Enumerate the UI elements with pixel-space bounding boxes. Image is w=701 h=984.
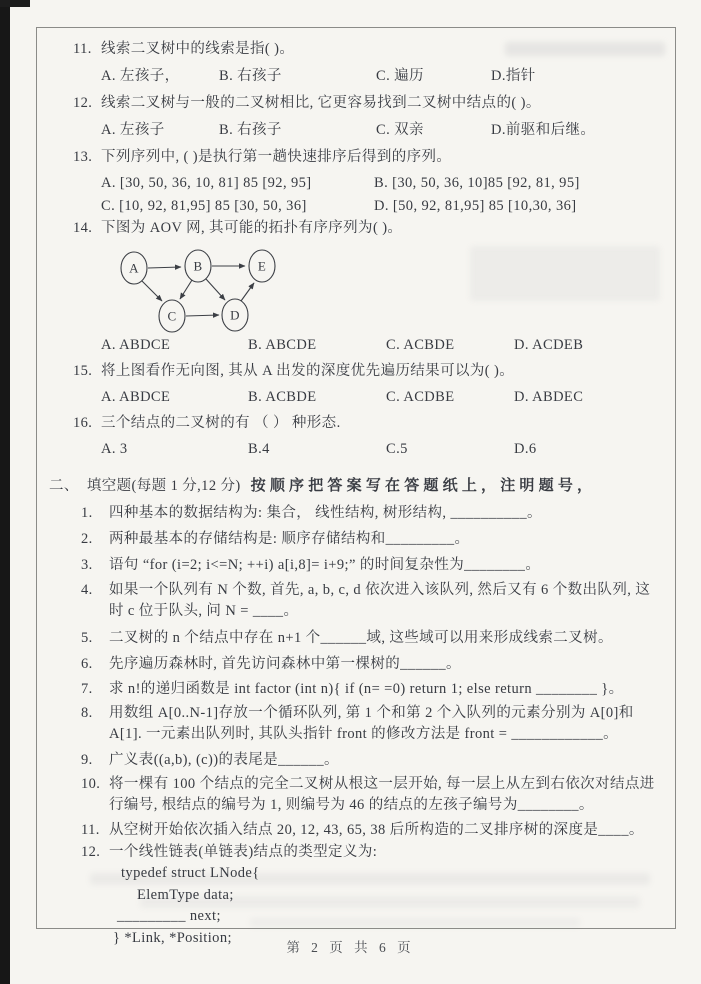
- option-d: D.6: [514, 441, 537, 457]
- page-footer: [0, 936, 701, 956]
- question-15-options: [101, 384, 675, 410]
- question-13-number: 13.: [73, 148, 93, 165]
- option-b: B. 右孩子: [219, 67, 282, 84]
- fill-item-6: [37, 651, 675, 677]
- item-text: 一个线性链表(单链表)结点的类型定义为:: [109, 844, 378, 860]
- edge-b-c: [180, 280, 192, 299]
- edge-a-b: [148, 267, 181, 268]
- option-a: A. ABDCE: [101, 337, 171, 353]
- fill-item-10: [37, 772, 675, 819]
- item-text: 四种基本的数据结构为: 集合， 线性结构, 树形结构, __________。: [109, 505, 542, 521]
- item-text: 如果一个队列有 N 个数, 首先, a, b, c, d 依次进入该队列, 然后又有 6 个数出队列, 这时 c 位于队头, 问 N = ____。: [109, 582, 651, 619]
- question-14: [37, 216, 675, 240]
- edge-b-d: [206, 279, 225, 300]
- question-16: [37, 410, 675, 436]
- option-c: C.5: [386, 441, 408, 457]
- section-instructions: 按顺序把答案写在答题纸上，注明题号，: [250, 478, 597, 494]
- item-text: 两种最基本的存储结构是: 顺序存储结构和_________。: [109, 531, 470, 547]
- node-d-label: D: [230, 307, 240, 323]
- fill-item-8: [37, 701, 675, 748]
- question-11-stem: 线索二叉树中的线索是指( )。: [101, 40, 295, 57]
- option-d: D. ABDEC: [514, 389, 584, 405]
- item-text: 先序遍历森林时, 首先访问森林中第一棵树的______。: [109, 656, 461, 672]
- option-b: B. ABCDE: [248, 337, 317, 353]
- item-text: 将一棵有 100 个结点的完全二叉树从根这一层开始, 每一层上从左到右依次对结点进行编号, 根结点的编号为 1, 则编号为 46 的结点的左孩子编号为________。: [109, 776, 655, 813]
- option-d: D. ACDEB: [514, 337, 584, 353]
- question-14-options: [101, 332, 675, 358]
- item-number: 4.: [81, 582, 93, 598]
- question-12-options: [101, 116, 675, 143]
- fill-item-4: [37, 578, 675, 625]
- question-14-number: 14.: [73, 220, 93, 236]
- scan-edge-shadow: [0, 0, 10, 984]
- item-number: 2.: [81, 531, 93, 547]
- item-text: 求 n!的递归函数是 int factor (int n){ if (n= =0) return 1; else return ________ }。: [109, 681, 624, 697]
- question-15: [37, 358, 675, 384]
- exam-content-frame: [36, 27, 676, 946]
- option-b: B.4: [248, 441, 270, 457]
- item-number: 9.: [81, 752, 93, 768]
- option-b: B. 右孩子: [219, 121, 282, 138]
- question-15-number: 15.: [73, 363, 93, 379]
- question-15-stem: 将上图看作无向图, 其从 A 出发的深度优先遍历结果可以为( )。: [101, 363, 515, 379]
- question-12-number: 12.: [73, 94, 93, 111]
- option-a: A. 左孩子，: [101, 67, 180, 84]
- node-b-label: B: [193, 258, 203, 274]
- option-b: B. [30, 50, 36, 10]85 [92, 81, 95]: [374, 175, 580, 191]
- item-number: 3.: [81, 557, 93, 573]
- option-c: C. ACDBE: [386, 389, 455, 405]
- fill-item-11: [37, 819, 675, 841]
- item-number: 8.: [81, 705, 93, 721]
- item-text: 语句 “for (i=2; i<=N; ++i) a[i,8]= i+9;” 的时间复杂性为________。: [109, 557, 541, 573]
- question-16-number: 16.: [73, 415, 93, 431]
- node-e-label: E: [257, 258, 267, 274]
- question-12-stem: 线索二叉树与一般的二叉树相比, 它更容易找到二叉树中结点的( )。: [101, 94, 541, 111]
- item-text: 用数组 A[0..N-1]存放一个循环队列, 第 1 个和第 2 个入队列的元素分别为 A[0]和 A[1]. 一元素出队列时, 其队头指针 front 的修改方法是 front = ____________。: [109, 705, 634, 742]
- question-13-options-row-1: [101, 170, 675, 193]
- aov-network-diagram: [91, 240, 291, 340]
- aov-diagram-container: [37, 240, 675, 332]
- question-14-stem: 下图为 AOV 网, 其可能的拓扑有序序列为( )。: [101, 220, 403, 236]
- question-12: [37, 89, 675, 116]
- option-a: A. 3: [101, 441, 128, 457]
- scan-edge-corner: [0, 0, 30, 7]
- edge-d-e: [241, 283, 254, 301]
- item-text: 从空树开始依次插入结点 20, 12, 43, 65, 38 后所构造的二叉排序树的深度是____。: [109, 822, 644, 838]
- page-number-label: 第 2 页 共 6 页: [286, 940, 415, 955]
- option-a: A. 左孩子: [101, 121, 165, 138]
- question-13-options-row-2: [101, 193, 675, 216]
- edge-c-d: [186, 315, 219, 316]
- fill-item-12: [37, 841, 675, 863]
- question-13-stem: 下列序列中, ( )是执行第一趟快速排序后得到的序列。: [101, 148, 452, 165]
- option-d: D.前驱和后继。: [491, 121, 596, 138]
- section-number: 二、: [49, 478, 79, 494]
- question-11: [37, 35, 675, 62]
- option-d: D. [50, 92, 81,95] 85 [10,30, 36]: [374, 198, 577, 214]
- question-16-stem: 三个结点的二叉树的有 （ ） 种形态.: [101, 415, 341, 431]
- question-13: [37, 143, 675, 170]
- code-line-closing: } *Link, *Position;: [113, 929, 232, 946]
- node-c-label: C: [167, 308, 177, 324]
- item-number: 10.: [81, 776, 101, 792]
- option-c: C. ACBDE: [386, 337, 455, 353]
- question-16-options: [101, 436, 675, 462]
- option-a: A. ABDCE: [101, 389, 171, 405]
- section-title: 填空题(每题 1 分,12 分): [86, 478, 241, 494]
- item-number: 5.: [81, 630, 93, 646]
- option-c: C. 遍历: [376, 67, 424, 84]
- fill-item-2: [37, 526, 675, 552]
- question-11-options: [101, 62, 675, 89]
- code-line-data: ElemType data;: [137, 886, 234, 903]
- fill-item-7: [37, 677, 675, 701]
- fill-item-9: [37, 748, 675, 772]
- item-number: 12.: [81, 844, 101, 860]
- option-c: C. 双亲: [376, 121, 424, 138]
- item-number: 1.: [81, 505, 93, 521]
- fill-section-header: [37, 472, 675, 500]
- item-number: 11.: [81, 822, 100, 838]
- question-11-number: 11.: [73, 40, 92, 57]
- item-number: 7.: [81, 681, 93, 697]
- fill-item-1: [37, 500, 675, 526]
- code-line-next: _________ next;: [117, 908, 221, 924]
- edge-a-c: [142, 281, 162, 301]
- item-number: 6.: [81, 656, 93, 672]
- fill-item-3: [37, 552, 675, 578]
- option-b: B. ACBDE: [248, 389, 317, 405]
- item-text: 广义表((a,b), (c))的表尾是______。: [109, 752, 339, 768]
- option-d: D.指针: [491, 67, 536, 84]
- node-a-label: A: [129, 260, 139, 276]
- option-a: A. [30, 50, 36, 10, 81] 85 [92, 95]: [101, 175, 312, 191]
- code-line-typedef: typedef struct LNode{: [121, 865, 260, 881]
- item-text: 二叉树的 n 个结点中存在 n+1 个______域, 这些域可以用来形成线索二叉树。: [109, 630, 613, 646]
- fill-item-5: [37, 625, 675, 651]
- option-c: C. [10, 92, 81,95] 85 [30, 50, 36]: [101, 198, 307, 214]
